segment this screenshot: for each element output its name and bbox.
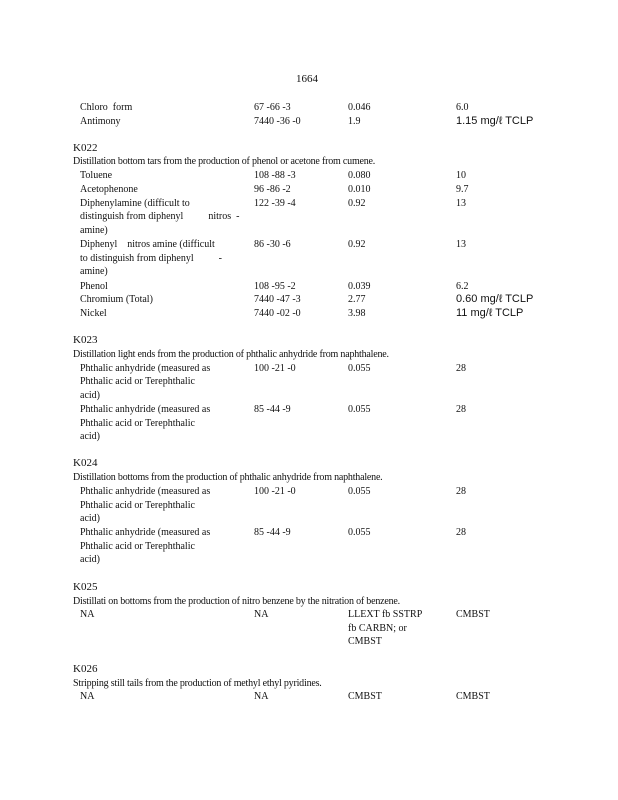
cas-number: 7440 -36 -0 — [254, 115, 301, 127]
constituent-name-line: acid) — [80, 513, 100, 524]
waste-code: K023 — [73, 334, 98, 346]
nonwastewater-standard: 10 — [456, 170, 466, 182]
constituent-name-line: Chromium (Total) — [80, 294, 153, 306]
constituent-name — [80, 101, 250, 115]
constituent-name-line: acid) — [80, 431, 100, 442]
cas-number: 85 -44 -9 — [254, 527, 291, 539]
wastewater-standard — [348, 526, 371, 540]
cas-number: 122 -39 -4 — [254, 197, 296, 209]
waste-description: Distillation bottoms from the production of phthalic anhydride from naphthalene. — [73, 472, 383, 484]
constituent-name — [80, 238, 250, 279]
wastewater-standard — [348, 183, 371, 197]
constituent-name-line: Acetophenone — [80, 184, 138, 195]
nonwastewater-standard: 28 — [456, 404, 466, 415]
wastewater-standard-line: 0.055 — [348, 362, 371, 374]
constituent-name-line: Phthalic anhydride (measured as — [80, 404, 211, 415]
constituent-name — [80, 526, 250, 567]
waste-code: K024 — [73, 457, 98, 470]
nonwastewater-standard: 28 — [456, 527, 466, 539]
wastewater-standard-line: 0.055 — [348, 486, 371, 497]
constituent-name-line: Phthalic acid or Terephthalic — [80, 417, 195, 429]
cas-number: 86 -30 -6 — [254, 239, 291, 251]
constituent-name-line: Phthalic anhydride (measured as — [80, 486, 211, 497]
wastewater-standard-line: 0.010 — [348, 184, 371, 195]
constituent-name-line: Nickel — [80, 308, 107, 320]
wastewater-standard — [348, 307, 366, 321]
constituent-name-line: Phthalic anhydride (measured as — [80, 527, 211, 539]
constituent-name — [80, 197, 250, 238]
cas-number: 108 -88 -3 — [254, 170, 296, 182]
wastewater-standard — [348, 238, 366, 252]
constituent-name-line: distinguish from diphenyl nitros - — [80, 211, 240, 223]
wastewater-standard — [348, 115, 361, 129]
waste-code: K025 — [73, 580, 98, 593]
cas-number: 100 -21 -0 — [254, 362, 296, 374]
constituent-name-line: Phenol — [80, 280, 108, 292]
constituent-name-line: amine) — [80, 224, 108, 236]
wastewater-standard-line: 0.92 — [348, 239, 366, 251]
wastewater-standard-line: 1.9 — [348, 115, 361, 127]
constituent-name-line: Phthalic anhydride (measured as — [80, 362, 211, 374]
waste-description: Distillati on bottoms from the production of nitro benzene by the nitration of benzene. — [73, 595, 400, 607]
constituent-name-line: Antimony — [80, 115, 121, 127]
cas-number: 100 -21 -0 — [254, 486, 296, 497]
wastewater-standard — [348, 169, 371, 183]
nonwastewater-standard: 9.7 — [456, 184, 469, 195]
wastewater-standard — [348, 608, 422, 649]
cas-number: 96 -86 -2 — [254, 184, 291, 195]
constituent-name — [80, 608, 250, 622]
constituent-name — [80, 169, 250, 183]
wastewater-standard-line: 0.080 — [348, 170, 371, 182]
wastewater-standard — [348, 280, 371, 294]
wastewater-standard-line: 0.055 — [348, 404, 371, 415]
constituent-name-line: amine) — [80, 266, 108, 278]
cas-number: 7440 -02 -0 — [254, 308, 301, 320]
waste-code: K026 — [73, 662, 98, 675]
constituent-name-line: to distinguish from diphenyl - — [80, 252, 222, 264]
nonwastewater-standard: 6.2 — [456, 280, 469, 292]
constituent-name — [80, 280, 250, 294]
constituent-name — [80, 403, 250, 444]
nonwastewater-standard: 1.15 mg/ℓ TCLP — [456, 114, 534, 127]
wastewater-standard-line: 3.98 — [348, 308, 366, 320]
waste-code: K022 — [73, 141, 98, 154]
waste-description: Stripping still tails from the production of methyl ethyl pyridines. — [73, 677, 322, 689]
nonwastewater-standard: CMBST — [456, 691, 490, 703]
wastewater-standard — [348, 403, 371, 417]
wastewater-standard — [348, 690, 382, 704]
wastewater-standard-line: 0.055 — [348, 527, 371, 539]
cas-number: NA — [254, 691, 269, 703]
wastewater-standard — [348, 101, 371, 115]
cas-number: 7440 -47 -3 — [254, 294, 301, 306]
waste-description: Distillation bottom tars from the production of phenol or acetone from cumene. — [73, 156, 376, 168]
constituent-name — [80, 362, 250, 403]
nonwastewater-standard: 6.0 — [456, 102, 469, 113]
constituent-name — [80, 690, 250, 704]
page-number: 1664 — [296, 73, 318, 85]
wastewater-standard — [348, 485, 371, 499]
constituent-name-line: NA — [80, 691, 95, 703]
wastewater-standard-line: 2.77 — [348, 294, 366, 306]
cas-number: 67 -66 -3 — [254, 102, 291, 113]
cas-number: 85 -44 -9 — [254, 404, 291, 415]
wastewater-standard-line: LLEXT fb SSTRP — [348, 609, 423, 621]
constituent-name-line: Phthalic acid or Terephthalic — [80, 376, 195, 388]
constituent-name — [80, 307, 250, 321]
nonwastewater-standard: 13 — [456, 239, 466, 251]
wastewater-standard-line: fb CARBN; or — [348, 622, 407, 634]
nonwastewater-standard: CMBST — [456, 609, 490, 621]
nonwastewater-standard: 28 — [456, 486, 466, 497]
constituent-name-line: Phthalic acid or Terephthalic — [80, 540, 195, 552]
constituent-name-line: Diphenyl nitros amine (difficult — [80, 239, 215, 251]
wastewater-standard — [348, 293, 366, 307]
wastewater-standard — [348, 362, 371, 376]
constituent-name — [80, 115, 250, 129]
wastewater-standard-line: 0.92 — [348, 197, 366, 209]
nonwastewater-standard: 0.60 mg/ℓ TCLP — [456, 293, 534, 306]
wastewater-standard-line: CMBST — [348, 636, 382, 648]
waste-description: Distillation light ends from the production of phthalic anhydride from naphthalene. — [73, 348, 389, 360]
nonwastewater-standard: 13 — [456, 197, 466, 209]
wastewater-standard-line: 0.046 — [348, 102, 371, 113]
nonwastewater-standard: 28 — [456, 362, 466, 374]
constituent-name-line: Toluene — [80, 170, 113, 182]
constituent-name — [80, 485, 250, 526]
constituent-name-line: Chloro form — [80, 102, 133, 113]
constituent-name-line: Diphenylamine (difficult to — [80, 197, 190, 209]
cas-number: NA — [254, 609, 269, 621]
constituent-name — [80, 183, 250, 197]
wastewater-standard — [348, 197, 366, 211]
constituent-name-line: Phthalic acid or Terephthalic — [80, 499, 195, 511]
constituent-name-line: acid) — [80, 389, 100, 401]
nonwastewater-standard: 11 mg/ℓ TCLP — [456, 307, 524, 320]
wastewater-standard-line: CMBST — [348, 691, 382, 703]
constituent-name-line: acid) — [80, 554, 100, 566]
constituent-name-line: NA — [80, 609, 95, 621]
cas-number: 108 -95 -2 — [254, 280, 296, 292]
wastewater-standard-line: 0.039 — [348, 280, 371, 292]
constituent-name — [80, 293, 250, 307]
